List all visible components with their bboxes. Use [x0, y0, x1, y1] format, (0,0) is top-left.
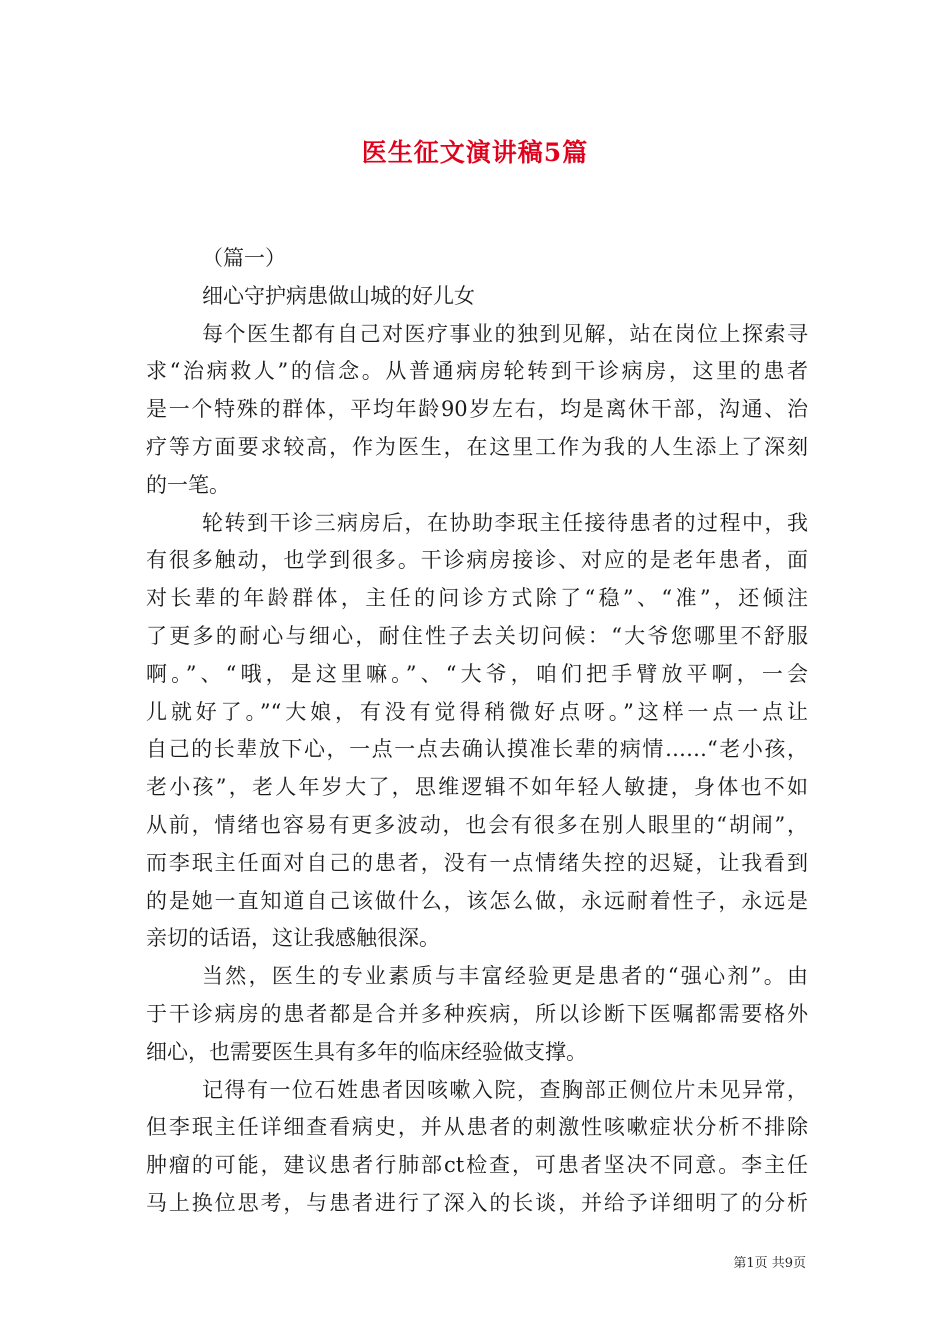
- document-body: [146, 240, 808, 1223]
- text-line: 当然，医生的专业素质与丰富经验更是患者的“强心剂”。由: [202, 964, 808, 989]
- text-line: 疗等方面要求较高，作为医生，在这里工作为我的人生添上了深刻: [146, 434, 808, 459]
- text-line: 的一笔。: [146, 472, 230, 497]
- text-line: 了更多的耐心与细心，耐住性子去关切问候：“大爷您哪里不舒服: [146, 623, 808, 648]
- text-line: 亲切的话语，这让我感触很深。: [146, 926, 440, 951]
- text-line: 肿瘤的可能，建议患者行肺部ct检查，可患者坚决不同意。李主任: [146, 1153, 808, 1178]
- text-line: 老小孩”，老人年岁大了，思维逻辑不如年轻人敏捷，身体也不如: [146, 775, 808, 800]
- text-line: 有很多触动，也学到很多。干诊病房接诊、对应的是老年患者，面: [146, 548, 808, 573]
- text-line: 于干诊病房的患者都是合并多种疾病，所以诊断下医嘱都需要格外: [146, 1001, 808, 1026]
- text-line: 轮转到干诊三病房后，在协助李珉主任接待患者的过程中，我: [202, 510, 808, 535]
- document-title: 医生征文演讲稿5篇: [361, 138, 589, 167]
- text-line: 记得有一位石姓患者因咳嗽入院，查胸部正侧位片未见异常，: [202, 1077, 808, 1102]
- text-line: 对长辈的年龄群体，主任的问诊方式除了“稳”、“准”，还倾注: [146, 586, 808, 611]
- text-line: 从前，情绪也容易有更多波动，也会有很多在别人眼里的“胡闹”，: [146, 812, 808, 837]
- text-line: 啊。”、“哦，是这里嘛。”、“大爷，咱们把手臂放平啊，一会: [146, 661, 808, 686]
- page-number: 第1页 共9页: [733, 1256, 806, 1271]
- text-line: 而李珉主任面对自己的患者，没有一点情绪失控的迟疑，让我看到: [146, 850, 808, 875]
- text-line: 马上换位思考，与患者进行了深入的长谈，并给予详细明了的分析: [146, 1190, 808, 1215]
- text-line: 细心守护病患做山城的好儿女: [202, 283, 475, 308]
- text-line: 每个医生都有自己对医疗事业的独到见解，站在岗位上探索寻: [202, 321, 808, 346]
- text-line: 的是她一直知道自己该做什么，该怎么做，永远耐着性子，永远是: [146, 888, 808, 913]
- text-line: 细心，也需要医生具有多年的临床经验做支撑。: [146, 1039, 587, 1064]
- text-line: 儿就好了。”“大娘，有没有觉得稍微好点呀。”这样一点一点让: [146, 699, 808, 724]
- text-line: 但李珉主任详细查看病史，并从患者的刺激性咳嗽症状分析不排除: [146, 1115, 808, 1140]
- text-line: （篇一）: [202, 246, 286, 270]
- text-line: 求“治病救人”的信念。从普通病房轮转到干诊病房，这里的患者: [146, 359, 808, 384]
- text-line: 自己的长辈放下心，一点一点去确认摸准长辈的病情……“老小孩，: [146, 737, 808, 762]
- text-line: 是一个特殊的群体，平均年龄90岁左右，均是离休干部，沟通、治: [146, 397, 808, 422]
